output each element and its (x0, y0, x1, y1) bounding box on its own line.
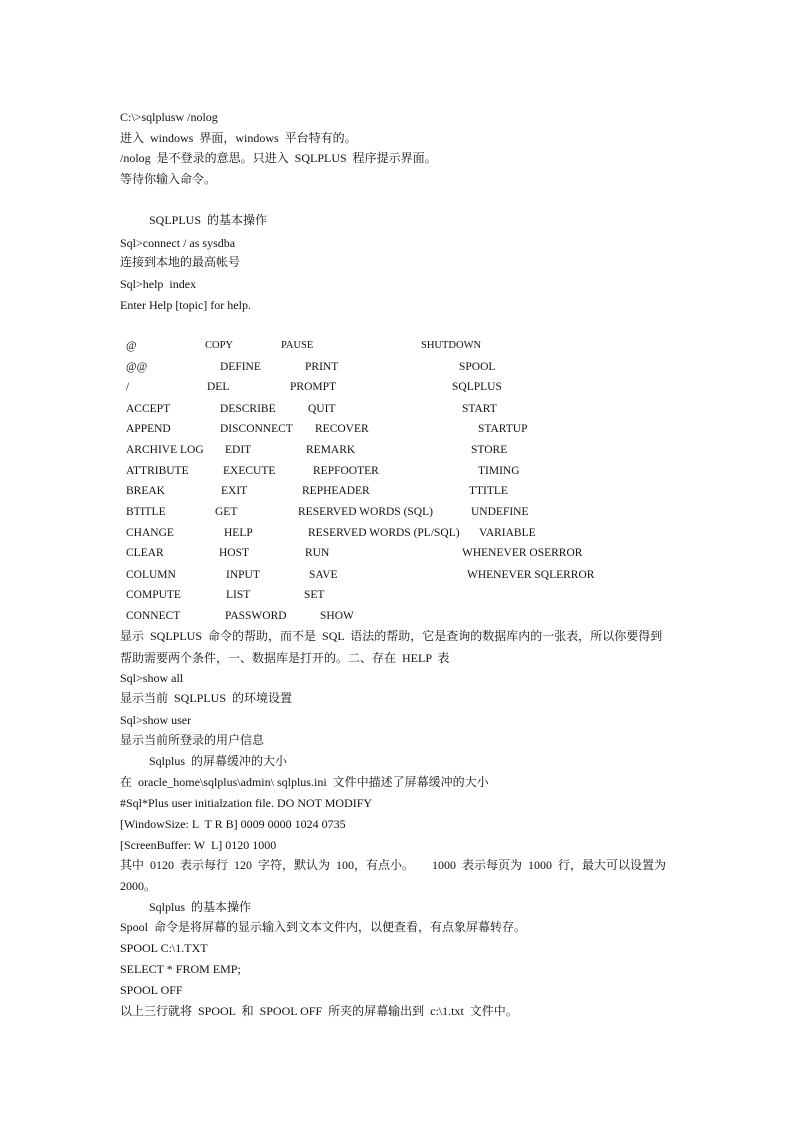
doc-line: Sql>show all (120, 671, 184, 685)
help-command-cell: ACCEPT (126, 403, 171, 415)
help-command-cell: PROMPT (290, 381, 337, 393)
help-command-cell: PRINT (305, 361, 339, 373)
help-command-cell: WHENEVER SQLERROR (467, 569, 595, 581)
help-command-cell: @@ (126, 361, 148, 373)
help-command-cell: WHENEVER OSERROR (462, 547, 583, 559)
help-command-cell: COPY (205, 340, 234, 351)
help-command-cell: APPEND (126, 423, 171, 435)
help-command-cell: REPFOOTER (313, 465, 379, 477)
help-command-cell: BREAK (126, 485, 165, 497)
help-command-cell: START (462, 403, 497, 415)
help-command-cell: STORE (471, 444, 508, 456)
section-heading: Sqlplus 的基本操作 (149, 900, 252, 914)
doc-line: 显示 SQLPLUS 命令的帮助，而不是 SQL 语法的帮助，它是查询的数据库内的一张表，所以你要得到 (120, 629, 663, 643)
help-command-cell: DISCONNECT (220, 423, 293, 435)
help-command-cell: RESERVED WORDS (SQL) (298, 506, 433, 518)
doc-line: SPOOL C:\1.TXT (120, 941, 208, 955)
help-command-cell: SHUTDOWN (421, 340, 482, 351)
help-command-cell: UNDEFINE (471, 506, 529, 518)
help-command-cell: PASSWORD (225, 610, 287, 622)
help-command-cell: INPUT (226, 569, 260, 581)
help-command-cell: LIST (226, 589, 251, 601)
section-heading: Sqlplus 的屏幕缓冲的大小 (149, 754, 288, 768)
doc-line: 显示当前 SQLPLUS 的环境设置 (120, 691, 293, 705)
help-command-cell: SHOW (320, 610, 354, 622)
doc-line: Spool 命令是将屏幕的显示输入到文本文件内，以便查看，有点象屏幕转存。 (120, 920, 527, 934)
help-command-cell: COMPUTE (126, 589, 181, 601)
help-command-cell: RECOVER (315, 423, 369, 435)
help-command-cell: EXIT (221, 485, 248, 497)
help-command-cell: SET (304, 589, 325, 601)
help-command-cell: ARCHIVE LOG (126, 444, 204, 456)
help-command-cell: TIMING (478, 465, 520, 477)
doc-line: SPOOL OFF (120, 983, 183, 997)
section-heading: SQLPLUS 的基本操作 (149, 213, 268, 227)
help-command-cell: RESERVED WORDS (PL/SQL) (308, 527, 460, 539)
doc-line: 进入 windows 界面，windows 平台特有的。 (120, 131, 357, 145)
help-command-cell: DEFINE (220, 361, 261, 373)
doc-line: Sql>connect / as sysdba (120, 236, 236, 250)
doc-line: C:\>sqlplusw /nolog (120, 110, 218, 124)
doc-line: 2000。 (120, 879, 157, 893)
help-command-cell: REPHEADER (302, 485, 370, 497)
help-command-cell: EXECUTE (223, 465, 276, 477)
help-command-cell: STARTUP (478, 423, 528, 435)
doc-line: 帮助需要两个条件，一、数据库是打开的。二、存在 HELP 表 (120, 651, 450, 665)
doc-line: 等待你输入命令。 (120, 172, 217, 186)
help-command-cell: DESCRIBE (220, 403, 276, 415)
help-command-cell: GET (215, 506, 238, 518)
doc-line: [ScreenBuffer: W L] 0120 1000 (120, 838, 277, 852)
help-command-cell: HELP (224, 527, 253, 539)
help-command-cell: CHANGE (126, 527, 174, 539)
help-command-cell: TTITLE (469, 485, 508, 497)
doc-line: #Sql*Plus user initialzation file. DO NOT MODIFY (120, 796, 373, 810)
doc-line: /nolog 是不登录的意思。只进入 SQLPLUS 程序提示界面。 (120, 151, 437, 165)
doc-line: 显示当前所登录的用户信息 (120, 733, 265, 747)
help-command-cell: @ (126, 340, 137, 352)
help-command-cell: HOST (219, 547, 250, 559)
help-command-cell: CLEAR (126, 547, 164, 559)
help-command-cell: VARIABLE (479, 527, 536, 539)
doc-line: [WindowSize: L T R B] 0009 0000 1024 0735 (120, 817, 346, 831)
doc-line: SELECT * FROM EMP; (120, 962, 241, 976)
help-command-cell: ATTRIBUTE (126, 465, 189, 477)
help-command-cell: CONNECT (126, 610, 181, 622)
doc-line: Enter Help [topic] for help. (120, 298, 251, 312)
help-command-cell: EDIT (225, 444, 252, 456)
help-command-cell: DEL (207, 381, 230, 393)
help-command-cell: BTITLE (126, 506, 166, 518)
help-command-cell: COLUMN (126, 569, 176, 581)
help-command-cell: / (126, 381, 130, 393)
help-command-cell: RUN (305, 547, 330, 559)
help-command-cell: QUIT (308, 403, 336, 415)
help-command-cell: PAUSE (281, 340, 314, 351)
doc-line: 在 oracle_home\sqlplus\admin\ sqlplus.ini 文件中描述了屏幕缓冲的大小 (120, 775, 489, 789)
help-command-cell: SQLPLUS (452, 381, 502, 393)
help-command-cell: REMARK (306, 444, 356, 456)
doc-line: Sql>show user (120, 713, 192, 727)
doc-line: 其中 0120 表示每行 120 字符，默认为 100，有点小。 1000 表示每页为 1000 行，最大可以设置为 (120, 858, 667, 872)
help-command-cell: SPOOL (459, 361, 496, 373)
doc-line: 以上三行就将 SPOOL 和 SPOOL OFF 所夹的屏幕输出到 c:\1.txt 文件中。 (120, 1004, 518, 1018)
doc-line: Sql>help index (120, 277, 197, 291)
help-command-cell: SAVE (309, 569, 338, 581)
doc-line: 连接到本地的最高帐号 (120, 255, 241, 269)
